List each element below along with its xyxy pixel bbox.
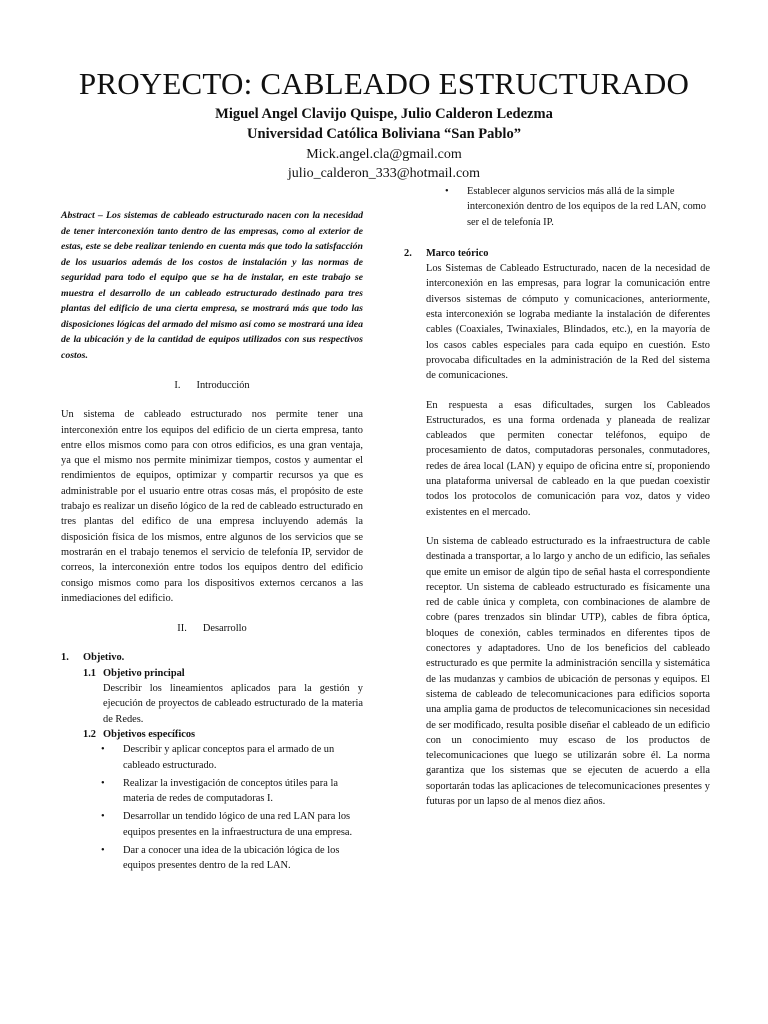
section-title: Introducción (196, 380, 250, 391)
list-number: 2. (404, 247, 412, 259)
university: Universidad Católica Boliviana “San Pablo” (247, 126, 521, 142)
right-column (404, 184, 710, 809)
list-item: • Desarrollar un tendido lógico de una red LAN para los equipos presentes en la infraestructura de una empresa. (101, 811, 353, 838)
paragraph: Los Sistemas de Cableado Estructurado, nacen de la necesidad de interconexión en las empresas, para lograr la comunicación entre diversos sistemas de cómputo y comunicaciones, anteriormente, esta interconexión se lograba mediante la instalación de diferentes cables (Coaxiales, Twinaxiales, Blindados, etc.), en la mayoría de los casos cables especiales para cada equipo en cuestión. Esto provocaba dificultades en la administración de la Red del sistema de comunicaciones. (426, 263, 710, 382)
sub-number: 1.1 (83, 667, 96, 679)
bullet-icon: • (101, 845, 105, 857)
list-title: Marco teórico (426, 247, 489, 259)
intro-paragraph: Un sistema de cableado estructurado nos permite tener una interconexión entre los equipos del edificio de un cierta empresa, tanto entre ellos mismos como para con otros edificios, es una gran ventaja, ya que el mismo nos permite minimizar tiempos, costos y aumentar el rendimientos de equipos, optimizar y compartir recursos ya que es administrable por el usuario entre otras cosas más, el propósito de este trabajo es realizar un diseño lógico de la red de cableado estructurado en tres plantas del edifico de una empresa incluyendo además la disposición física de los mismos, entre algunos de los servicios que se mostrarán en el trabajo tenemos el servicio de telefonía IP, servidor de correos, la interconexión entre todos los equipos dentro del edificio consigo mismos como para los dispositivos externos cercanos a las inmediaciones del edificio. (61, 409, 363, 604)
author-email-1: Mick.angel.cla@gmail.com (306, 147, 462, 162)
paragraph: Un sistema de cableado estructurado es la infraestructura de cable destinada a transportar, a lo largo y ancho de un edificio, las señales que emite un emisor de algún tipo de señal hasta el correspondiente receptor. Un sistema de cableado estructurado es físicamente una red de cable única y completa, con combinaciones de alambre de cobre (pares trenzados sin blindar UTP), cables de fibra óptica, bloques de conexión, cables terminados en diferentes tipos de conectores y adaptadores. Uno de los beneficios del cableado estructurado es que permite la administración sencilla y sistemática de las mudanzas y cambios de ubicación de personas y equipos. El sistema de cableado de telecomunicaciones para edificios soporta una amplia gama de productos de telecomunicaciones sin necesidad de ser modificado, resulta posible diseñar el cableado de un edificio con un conocimiento muy escaso de los productos de telecomunicaciones que luego se utilizarán sobre él. La norma garantiza que los sistemas que se ejecuten de acuerdo a ella soportarán todas las aplicaciones de telecomunicaciones presentes y futuras por un lapso de al menos diez años. (426, 535, 710, 807)
marco-teorico-body (404, 261, 710, 809)
list-title: Objetivo. (83, 652, 125, 664)
list-item (404, 184, 710, 230)
section-title: Desarrollo (202, 623, 247, 635)
sub-title: Objetivos específicos (103, 728, 196, 740)
section-number: II. (177, 623, 187, 635)
objetivo-heading (61, 650, 363, 665)
list-item: • Dar a conocer una idea de la ubicación lógica de los equipos presentes dentro de la red LAN. (101, 845, 340, 872)
left-column (61, 208, 363, 877)
author-email-2: julio_calderon_333@hotmail.com (287, 166, 481, 181)
paper-title: PROYECTO: CABLEADO ESTRUCTURADO (78, 66, 690, 101)
objetivo-principal-text: Describir los lineamientos aplicados para la gestión y ejecución de proyectos de cableado estructurado de la materia de Redes. (103, 683, 363, 725)
authors: Miguel Angel Clavijo Quispe, Julio Calderon Ledezma (215, 106, 553, 122)
bullet-text: Establecer algunos servicios más allá de la simple interconexión dentro de los equipos de la red LAN, como ser el de telefonía IP. (467, 186, 706, 228)
list-item: • Realizar la investigación de conceptos útiles para la materia de redes de computadoras I. (101, 777, 338, 805)
bullet-icon: • (101, 744, 105, 756)
list-item: • Describir y aplicar conceptos para el armado de un cableado estructurado. (101, 744, 335, 771)
list-number: 1. (61, 652, 69, 664)
section-heading-desarrollo (61, 621, 363, 636)
bullet-icon: • (101, 777, 105, 789)
objetivos-especificos-heading (61, 727, 363, 742)
abstract: Abstract – Los sistemas de cableado estructurado nacen con la necesidad de tener interconexión tanto dentro de las empresas, como al exterior de estas, este se debe realizar teniendo en cuenta más que todo la satisfacción de los usuarios además de los costos de instalación y las normas de seguridad para todo el equipo que se ha de instalar, en este trabajo se muestra el desarrollo de un cableado estructurado destinado para tres plantas del edificio de una cierta empresa, se mostrará más que todo las disposiciones lógicas del armado del mismo así como se mostrará una idea de la ubicación y de la cantidad de equipos utilizados con sus respectivos costos. (61, 210, 363, 361)
marco-teorico-heading (404, 246, 710, 261)
bullet-icon: • (101, 811, 105, 823)
section-number: I. (174, 380, 181, 391)
paragraph: En respuesta a esas dificultades, surgen los Cableados Estructurados, es una forma ordenada y planeada de realizar cableados que permiten conectar teléfonos, equipo de procesamiento de datos, computadoras personales, conmutadores, redes de área local (LAN) y equipo de oficina entre sí, proponiendo una plataforma universal de cableado en la que puedan coexistir todos los protocolos de comunicación para voz, datos y video existentes en el mercado. (426, 399, 710, 518)
section-heading-intro (61, 378, 363, 393)
objetivos-especificos-list (61, 742, 363, 873)
sub-title: Objetivo principal (103, 667, 185, 679)
sub-number: 1.2 (83, 728, 96, 740)
bullet-icon: • (445, 186, 449, 197)
objetivo-principal-heading (61, 666, 363, 681)
